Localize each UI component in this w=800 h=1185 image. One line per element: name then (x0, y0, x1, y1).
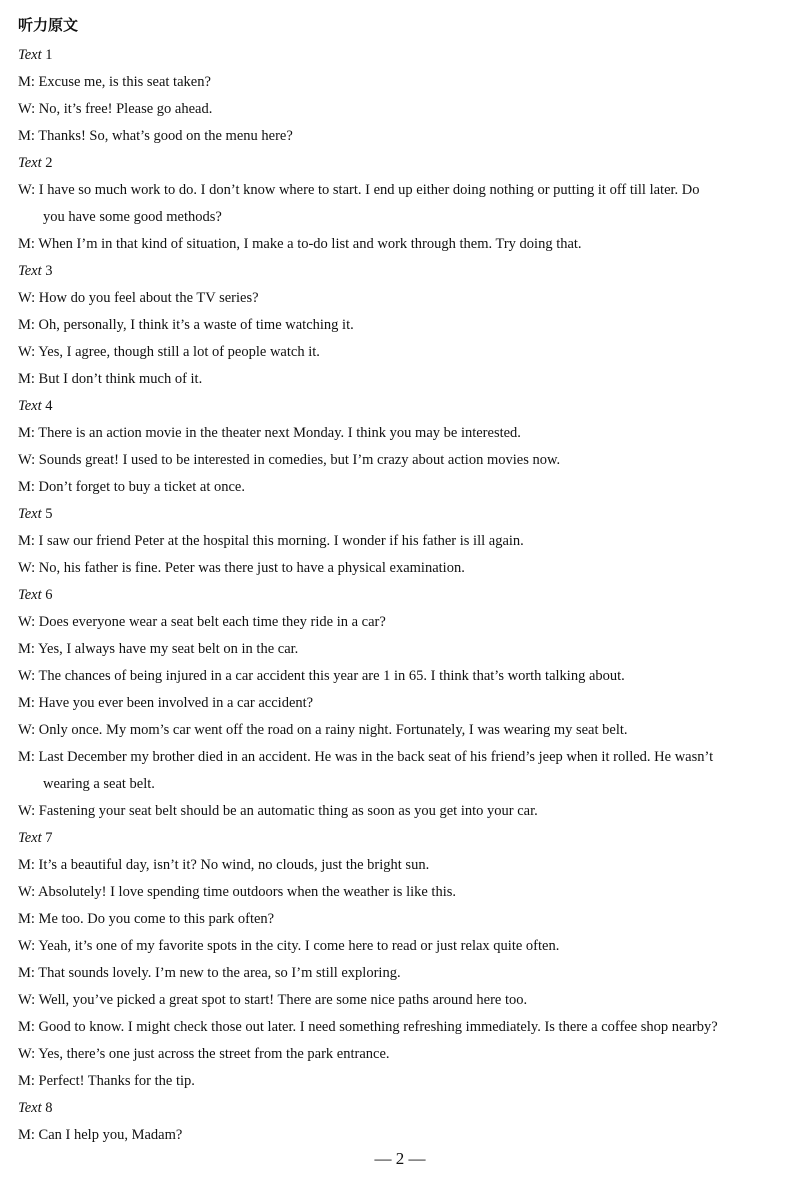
section-label-number: 4 (45, 398, 53, 414)
page-number: — 2 — (374, 1149, 426, 1168)
page-heading: 听力原文 (18, 16, 79, 34)
dialogue-line: W: Only once. My mom’s car went off the road on a rainy night. Fortunately, I was wearing my seat belt. (18, 722, 628, 738)
section-label-word: Text (18, 506, 42, 522)
dialogue-line: M: Yes, I always have my seat belt on in the car. (18, 641, 299, 657)
dialogue-line: W: Does everyone wear a seat belt each time they ride in a car? (18, 614, 386, 630)
dialogue-line: M: Good to know. I might check those out later. I need something refreshing immediately. Is there a coffee shop nearby? (18, 1019, 718, 1035)
dialogue-line: W: Well, you’ve picked a great spot to start! There are some nice paths around here too. (18, 992, 528, 1008)
section-label (18, 150, 788, 177)
section-label-word: Text (18, 1100, 42, 1116)
dialogue-line: W: Absolutely! I love spending time outdoors when the weather is like this. (18, 884, 457, 900)
dialogue-line: W: No, his father is fine. Peter was there just to have a physical examination. (18, 560, 465, 576)
dialogue-line: M: Perfect! Thanks for the tip. (18, 1073, 195, 1089)
dialogue-line: M: Oh, personally, I think it’s a waste of time watching it. (18, 317, 354, 333)
section-label (18, 1095, 788, 1122)
section-label (18, 393, 788, 420)
section-label (18, 501, 788, 528)
transcript-body (18, 42, 788, 1149)
dialogue-line: M: Can I help you, Madam? (18, 1127, 183, 1143)
dialogue-line: M: Me too. Do you come to this park often? (18, 911, 275, 927)
section-label-number: 7 (45, 830, 53, 846)
dialogue-line: W: I have so much work to do. I don’t know where to start. I end up either doing nothing or putting it off till later. Do (18, 182, 700, 198)
section-label (18, 258, 788, 285)
dialogue-line-continuation: you have some good methods? (43, 209, 222, 225)
dialogue-line: W: Sounds great! I used to be interested in comedies, but I’m crazy about action movies now. (18, 452, 561, 468)
dialogue-line: M: Have you ever been involved in a car accident? (18, 695, 314, 711)
dialogue-line: M: I saw our friend Peter at the hospital this morning. I wonder if his father is ill again. (18, 533, 524, 549)
dialogue-line: M: Don’t forget to buy a ticket at once. (18, 479, 245, 495)
section-label-word: Text (18, 830, 42, 846)
section-label-number: 1 (45, 47, 53, 63)
dialogue-line: W: The chances of being injured in a car accident this year are 1 in 65. I think that’s worth talking about. (18, 668, 625, 684)
section-label-number: 3 (45, 263, 53, 279)
dialogue-line: W: How do you feel about the TV series? (18, 290, 259, 306)
dialogue-line: M: Last December my brother died in an accident. He was in the back seat of his friend’s jeep when it rolled. He wasn’t (18, 749, 714, 765)
dialogue-line: M: When I’m in that kind of situation, I make a to-do list and work through them. Try doing that. (18, 236, 582, 252)
dialogue-line-continuation: wearing a seat belt. (43, 776, 155, 792)
section-label-word: Text (18, 155, 42, 171)
section-label-number: 8 (45, 1100, 53, 1116)
section-label (18, 582, 788, 609)
section-label (18, 825, 788, 852)
dialogue-line: W: Yes, I agree, though still a lot of people watch it. (18, 344, 320, 360)
section-label-word: Text (18, 587, 42, 603)
section-label-word: Text (18, 398, 42, 414)
section-label-number: 2 (45, 155, 53, 171)
section-label-word: Text (18, 47, 42, 63)
dialogue-line: M: There is an action movie in the theater next Monday. I think you may be interested. (18, 425, 521, 441)
dialogue-line: W: Fastening your seat belt should be an automatic thing as soon as you get into your car. (18, 803, 538, 819)
dialogue-line: M: Excuse me, is this seat taken? (18, 74, 211, 90)
section-label (18, 42, 788, 69)
dialogue-line: W: Yeah, it’s one of my favorite spots in the city. I come here to read or just relax quite often. (18, 938, 560, 954)
dialogue-line: W: Yes, there’s one just across the street from the park entrance. (18, 1046, 390, 1062)
section-label-word: Text (18, 263, 42, 279)
dialogue-line: M: That sounds lovely. I’m new to the area, so I’m still exploring. (18, 965, 401, 981)
dialogue-line: M: But I don’t think much of it. (18, 371, 203, 387)
dialogue-line: M: Thanks! So, what’s good on the menu here? (18, 128, 293, 144)
section-label-number: 5 (45, 506, 53, 522)
dialogue-line: M: It’s a beautiful day, isn’t it? No wind, no clouds, just the bright sun. (18, 857, 430, 873)
section-label-number: 6 (45, 587, 53, 603)
dialogue-line: W: No, it’s free! Please go ahead. (18, 101, 213, 117)
